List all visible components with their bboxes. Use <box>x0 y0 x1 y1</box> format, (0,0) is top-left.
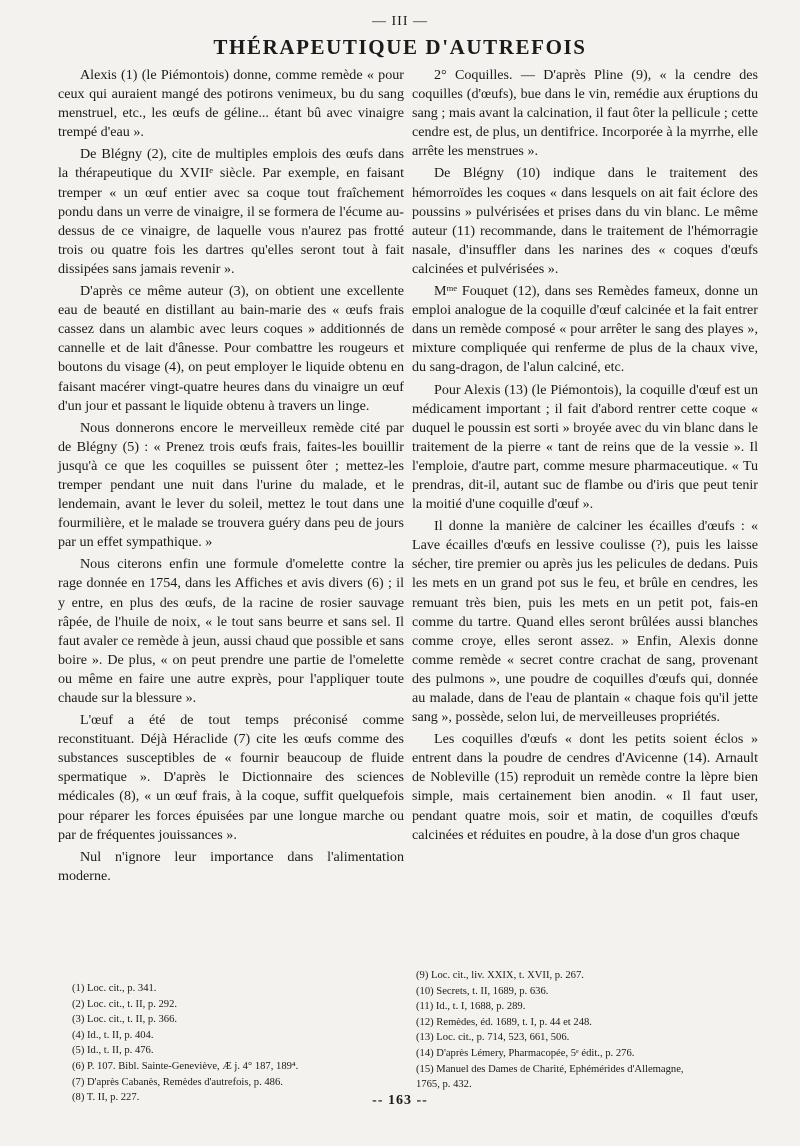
paragraph: Nous citerons enfin une formule d'omelette contre la rage donnée en 1754, dans les Affiches et avis divers (6) ; il y entre, en plus des œufs, de la racine de rosier sauvage râpée, de l'huile de noix, « le tout sans beurre et sans sel. Il faut avaler ce remède à jeun, aussi chaud que possible et sans boire ». De plus, « on peut prendre une partie de l'omelette ou même en faire une autre exprès, pour l'appliquer toute chaude sur la blessure ». <box>58 556 404 706</box>
paragraph: De Blégny (10) indique dans le traitement des hémorroïdes les coques « dans lesquels on ait fait éclore des poussins » pulvérisées et prises dans du vin blanc. Le même auteur (11) recommande, dans le traitement de l'hémorragie nasale, d'insuffler dans les narines des « coques d'œufs calcinées et pulvérisées ». <box>412 165 758 277</box>
page-title: THÉRAPEUTIQUE D'AUTREFOIS <box>213 35 587 59</box>
paragraph: 2° Coquilles. — D'après Pline (9), « la cendre des coquilles (d'œufs), bue dans le vin, remédie aux éruptions du sang ; mais avant la calcination, il faut ôter la pellicule ; cette cendre est, de plus, un dentifrice. Incorporée à la myrrhe, elle arrête les menstrues ». <box>412 67 758 160</box>
paragraph: De Blégny (2), cite de multiples emplois des œufs dans la thérapeutique du XVIIᵉ siècle. Par exemple, en faisant tremper « un œuf entier avec sa coque tout fraîchement pondu dans un verre de vinaigre, il se formera de l'écume au-dessus de ce vinaigre, de laquelle vous n'aurez pas frotté trois ou quatre fois les dartres qu'elles seront tout à fait dissipées sans jamais revenir ». <box>58 146 404 277</box>
footnote: (4) Id., t. II, p. 404. <box>72 1029 154 1041</box>
right-column <box>412 66 758 845</box>
paragraph: Nul n'ignore leur importance dans l'alimentation moderne. <box>58 848 404 884</box>
footnote: (10) Secrets, t. II, 1689, p. 636. <box>416 985 549 997</box>
footnote: (12) Remèdes, éd. 1689, t. I, p. 44 et 248. <box>416 1016 592 1028</box>
paragraph: Nous donnerons encore le merveilleux remède cité par de Blégny (5) : « Prenez trois œufs frais, faites-les bouillir jusqu'à ce que les coquilles se puissent ôter ; mettez-les tremper pendant une nuit dans l'urine du malade, et le lendemain, avant le lever du soleil, mettez le tout dans une fourmilière, et le malade se trouvera guéry dans peu de jours par un effet sympathique. » <box>58 419 404 551</box>
page-number: -- 163 -- <box>372 1093 428 1108</box>
footnotes-left <box>72 981 422 1106</box>
paragraph: Il donne la manière de calciner les écailles d'œufs : « Lave écailles d'œufs en lessive coulisse (?), puis les laisse sécher, tire premier ou après jus les pelicules de dedans. Puis les mets en un grand pot sus le feu, et brûle en cendres, les remuant très bien, puis les mets en un petit pot, fais-en comme du tartre. Quand elles seront brûlées aussi blanches comme croye, elles seront assez. » Enfin, Alexis donne comme remède « secret contre crachat de sang, provenant des pulmons », une poudre de coquilles d'œufs qui, donnée au malade, dans de l'eau de plantain « chaque fois qu'il jette sang », possède, selon lui, de merveilleuses propriétés. <box>412 518 758 726</box>
footnote: (14) D'après Lémery, Pharmacopée, 5ᵉ édit., p. 276. <box>416 1047 635 1059</box>
footnotes-right <box>416 968 766 1093</box>
paragraph: Alexis (1) (le Piémontois) donne, comme remède « pour ceux qui auraient mangé des potirons venimeux, bu du sang menstruel, etc., les œufs de géline... étant bû avec vinaigre trempé d'eau ». <box>58 67 404 141</box>
paragraph: Les coquilles d'œufs « dont les petits soient éclos » entrent dans la poudre de cendres d'Avicenne (14). Arnault de Nobleville (15) reproduit un remède contre la lèpre bien simple, mais certainement bien anodin. « Il faut user, pendant quatre mois, soir et matin, de coquilles d'œufs calcinées et réduites en poudre, à la dose d'un gros chaque <box>412 731 758 843</box>
paragraph: Mᵐᵉ Fouquet (12), dans ses Remèdes fameux, donne un emploi analogue de la coquille d'œuf calcinée et la fait entrer dans un remède composé « pour arrêter le sang des playes », mixture compliquée qui renferme de plus de la chaux vive, du sang-dragon, de l'alun calciné, etc. <box>412 283 758 376</box>
paragraph: L'œuf a été de tout temps préconisé comme reconstituant. Déjà Héraclide (7) cite les œufs comme des substances susceptibles de « fournir beaucoup de fluide spermatique ». D'après le Dictionnaire des sciences médicales (8), « un œuf frais, à la coque, suffit quelquefois pour réparer les forces épuisées par une longue marche ou par de fréquentes jouissances ». <box>58 712 404 843</box>
section-folio: — III — <box>372 14 428 29</box>
footnote: (5) Id., t. II, p. 476. <box>72 1045 154 1057</box>
footnote: (8) T. II, p. 227. <box>72 1092 140 1104</box>
footnote: (13) Loc. cit., p. 714, 523, 661, 506. <box>416 1032 570 1044</box>
footnote: (11) Id., t. I, 1688, p. 289. <box>416 1001 526 1013</box>
left-column <box>58 66 404 886</box>
footnote: (1) Loc. cit., p. 341. <box>72 983 157 994</box>
paragraph: Pour Alexis (13) (le Piémontois), la coquille d'œuf est un médicament important ; il fait d'abord rentrer cette coque « duquel le poussin est sorti » broyée avec du vin blanc dans le traitement de la pierre « tant de reins que de la vessie ». Il l'emploie, d'autre part, comme mesure pharmaceutique. « Tu prendras, dit-il, autant suc de flambe ou d'iris que peut tenir la moitié d'une coquille d'œuf ». <box>412 381 758 513</box>
footnote: (3) Loc. cit., t. II, p. 366. <box>72 1014 178 1026</box>
footnote: (2) Loc. cit., t. II, p. 292. <box>72 998 178 1010</box>
footnote: 1765, p. 432. <box>416 1079 472 1091</box>
footnote: (7) D'après Cabanès, Remèdes d'autrefois, p. 486. <box>72 1076 283 1088</box>
footnote: (6) P. 107. Bibl. Sainte-Geneviève, Æ j. 4° 187, 189⁴. <box>72 1060 299 1072</box>
footnote: (9) Loc. cit., liv. XXIX, t. XVII, p. 267. <box>416 970 584 981</box>
paragraph: D'après ce même auteur (3), on obtient une excellente eau de beauté en distillant au bain-marie des « œufs frais cassez dans un alambic avec leurs coques » additionnés de cannelle et de lait d'ânesse. Pour combattre les rougeurs et boutons du visage (4), on peut employer le liquide obtenu en faisant macérer vingt-quatre heures dans du vinaigre un œuf d'un jour et passant le liquide obtenu à travers un linge. <box>58 283 404 414</box>
footnote: (15) Manuel des Dames de Charité, Ephémérides d'Allemagne, <box>416 1063 684 1075</box>
